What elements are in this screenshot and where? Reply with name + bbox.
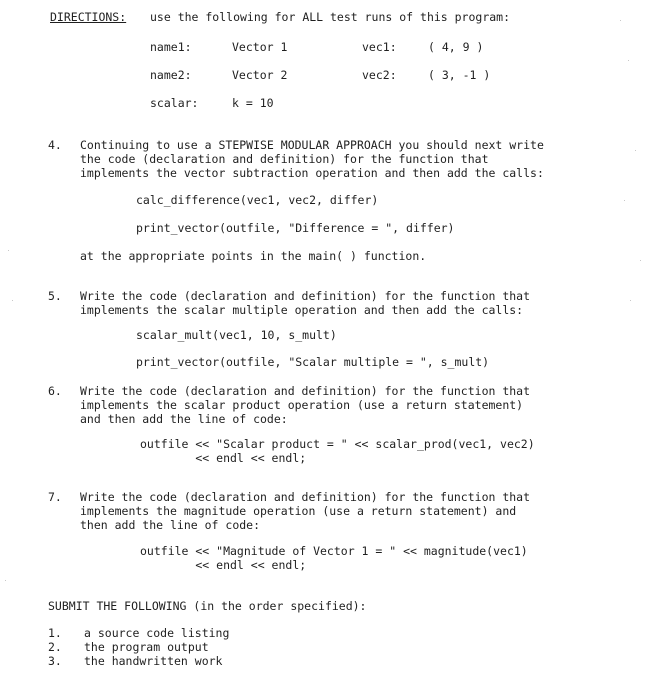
item6-line: implements the scalar product operation (use a return statement): [80, 398, 524, 412]
scalar-key: scalar:: [150, 96, 199, 110]
item7-line: Write the code (declaration and definition) for the function that: [80, 490, 531, 504]
item7-number: 7.: [48, 490, 62, 504]
item5-number: 5.: [48, 289, 62, 303]
item7-code-line: outfile << "Magnitude of Vector 1 = " << magnitude(vec1): [140, 544, 528, 558]
item6-number: 6.: [48, 384, 62, 398]
item4-footer: at the appropriate points in the main( ) function.: [80, 249, 427, 263]
item6-line: Write the code (declaration and definition) for the function that: [80, 384, 531, 398]
directions-label: DIRECTIONS:: [50, 10, 127, 24]
submit-item-number: 2.: [48, 640, 62, 654]
item7-code-line: << endl << endl;: [140, 558, 307, 572]
vec1-value: ( 4, 9 ): [428, 40, 484, 54]
item4-line: implements the vector subtraction operation and then add the calls:: [80, 166, 544, 180]
vec2-key: vec2:: [362, 68, 397, 82]
scalar-value: k = 10: [232, 96, 274, 110]
vec2-value: ( 3, -1 ): [428, 68, 491, 82]
name1-key: name1:: [150, 40, 192, 54]
directions-intro: use the following for ALL test runs of this program:: [150, 10, 511, 24]
item4-line: the code (declaration and definition) for the function that: [80, 152, 489, 166]
item4-call: calc_difference(vec1, vec2, differ): [136, 193, 379, 207]
item6-line: and then add the line of code:: [80, 412, 288, 426]
item5-line: Write the code (declaration and definition) for the function that: [80, 289, 531, 303]
item4-call: print_vector(outfile, "Difference = ", differ): [136, 221, 455, 235]
item5-line: implements the scalar multiple operation and then add the calls:: [80, 303, 524, 317]
item5-call: print_vector(outfile, "Scalar multiple = ", s_mult): [136, 355, 490, 369]
submit-item-text: the program output: [84, 640, 209, 654]
submit-item-number: 3.: [48, 654, 62, 668]
submit-heading: SUBMIT THE FOLLOWING (in the order specified):: [48, 599, 367, 613]
item6-code-line: << endl << endl;: [140, 451, 307, 465]
name1-value: Vector 1: [232, 40, 288, 54]
item5-call: scalar_mult(vec1, 10, s_mult): [136, 328, 337, 342]
item7-line: implements the magnitude operation (use a return statement) and: [80, 504, 517, 518]
item7-line: then add the line of code:: [80, 518, 261, 532]
item4-line: Continuing to use a STEPWISE MODULAR APPROACH you should next write: [80, 138, 544, 152]
name2-value: Vector 2: [232, 68, 288, 82]
submit-item-text: the handwritten work: [84, 654, 223, 668]
item4-number: 4.: [48, 138, 62, 152]
item6-code-line: outfile << "Scalar product = " << scalar_prod(vec1, vec2): [140, 437, 535, 451]
submit-item-text: a source code listing: [84, 626, 230, 640]
submit-item-number: 1.: [48, 626, 62, 640]
vec1-key: vec1:: [362, 40, 397, 54]
name2-key: name2:: [150, 68, 192, 82]
